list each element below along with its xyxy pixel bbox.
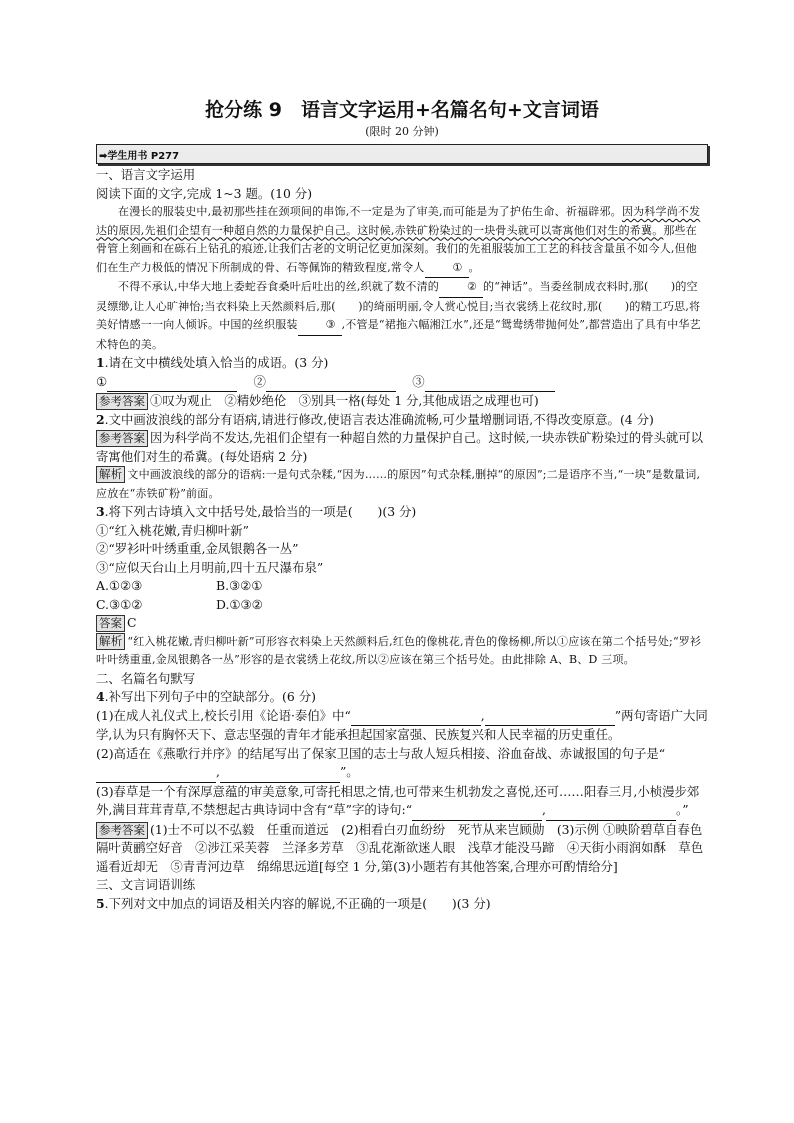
analysis-text: 文中画波浪线的部分的语病:一是句式杂糅,“因为……的原因”句式杂糅,删掉“的原因”;二是语序不当,“一块”是数量词,应放在“赤铁矿粉”前面。: [96, 468, 701, 500]
blank-1: ①: [425, 259, 469, 279]
fill-blank[interactable]: [220, 763, 340, 783]
passage-text: 在漫长的服装史中,最初那些挂在颈项间的串饰,不一定是为了审美,而可能是为了护佑生命、祈福辟邪。: [118, 205, 622, 218]
question-number: 3: [96, 504, 105, 519]
worksheet-page: [96, 96, 715, 913]
analysis-tag: 解析: [96, 633, 125, 650]
passage-intro: 阅读下面的文字,完成 1~3 题。(10 分): [96, 185, 313, 201]
q1-answer: [96, 392, 708, 411]
item-text: (3)春草是一个有深厚意蕴的审美意象,可寄托相思之情,也可带来生机勃发之喜悦,还可……阳春三月,小桢漫步郊外,满目茸茸青草,不禁想起古典诗词中含有“草”字的诗句:“: [96, 783, 700, 817]
page-title: 抢分练 9 语言文字运用+名篇名句+文言词语: [205, 99, 599, 121]
student-book-bar: [96, 144, 708, 164]
blank-2: ②: [439, 278, 483, 298]
analysis-text: “红入桃花嫩,青归柳叶新”可形容衣料染上天然颜料后,红色的像桃花,青色的像杨柳,所以①应该在第二个括号处;“罗衫叶叶绣重重,金凤银鹅各一丛”形容的是衣裳绣上花纹,所以②应该在第三个括号处。由此排除 A、B、D 三项。: [96, 634, 702, 666]
option-c[interactable]: C.③①②: [96, 596, 143, 612]
question-1: [96, 354, 708, 373]
comma: ,: [542, 802, 546, 817]
answer-tag: 答案: [96, 615, 125, 632]
fill-blank[interactable]: [351, 707, 481, 727]
wavy-underlined-sentence: 因为科学尚不发达的原因,先祖们企望有一种超自然的力量保护自己。这时候,赤铁矿粉染过的一块骨头就可以寄寓他们对生的希冀。: [96, 205, 701, 237]
student-book-page: 学生用书 P277: [107, 151, 180, 162]
option-b[interactable]: B.③②①: [216, 578, 263, 593]
analysis-tag: 解析: [96, 466, 125, 483]
poem-line-1: ①“红入桃花嫩,青归柳叶新”: [96, 522, 249, 538]
question-number: 1: [96, 355, 105, 370]
time-limit: (限时 20 分钟): [365, 125, 439, 138]
blank-3: ③: [298, 316, 342, 336]
item-text: (2)高适在《燕歌行并序》的结尾写出了保家卫国的志士与敌人短兵相接、浴血奋战、赤诚报国的句子是“: [96, 745, 666, 761]
q3-answer: [96, 614, 708, 633]
fill-blank[interactable]: [485, 707, 615, 727]
option-d[interactable]: D.①③②: [216, 596, 263, 612]
answer-text: 因为科学尚不发达,先祖们企望有一种超自然的力量保护自己。这时候,一块赤铁矿粉染过的骨头就可以寄寓他们对生的希冀。(每处语病 2 分): [96, 430, 704, 464]
q1-answer-slots: [96, 373, 708, 393]
answer-text: ①叹为观止 ②精妙绝伦 ③别具一格(每处 1 分,其他成语之成理也可): [150, 393, 539, 408]
question-number: 5: [96, 895, 105, 911]
q4-answer: [96, 821, 715, 877]
question-text: .下列对文中加点的词语及相关内容的解说,不正确的一项是( )(3 分): [104, 895, 491, 911]
comma: ,: [480, 707, 485, 723]
answer-line: [107, 373, 237, 393]
question-text: .将下列古诗填入文中括号处,最恰当的一项是( )(3 分): [104, 504, 417, 519]
poem-line-2: ②“罗衫叶叶绣重重,金凤银鹅各一丛”: [96, 541, 299, 556]
answer-line: [425, 373, 555, 393]
slot-label: ②: [253, 373, 266, 389]
item-text: 。”: [676, 802, 689, 817]
option-a[interactable]: A.①②③: [96, 578, 143, 593]
answer-tag: 参考答案: [96, 430, 148, 447]
passage-text: 不得不承认,中华大地上委蛇吞食桑叶后吐出的丝,织就了数不清的: [118, 280, 439, 293]
section-1-heading: 一、语言文字运用: [96, 167, 196, 182]
question-number: 4: [96, 689, 105, 704]
passage-text: ,不管是“裙拖六幅湘江水”,还是“鸳鸯绣带抛何处”,都营造出了具有中华艺术特色的美。: [96, 318, 701, 351]
question-4: [96, 688, 708, 707]
item-text: (1)在成人礼仪式上,校长引用《论语·泰伯》中“: [96, 707, 351, 723]
options-row-1: [96, 577, 708, 596]
question-text: .请在文中横线处填入恰当的成语。(3 分): [104, 355, 329, 370]
answer-line: [266, 373, 396, 393]
section-3-heading: 三、文言词语训练: [96, 877, 196, 892]
item-text: ”两句寄语广大同学,认为只有胸怀天下、意志坚强的青年才能承担起国家富强、民族复兴和人民幸福的历史重任。: [96, 707, 708, 742]
q4-item-1: [96, 707, 708, 745]
question-text: .补写出下列句子中的空缺部分。(6 分): [104, 689, 316, 704]
question-text: .文中画波浪线的部分有语病,请进行修改,使语言表达准确流畅,可少量增删词语,不得改变原意。(4 分): [104, 411, 654, 427]
q2-answer: [96, 429, 708, 466]
passage-text: 那些在骨管上刻画和在砾石上钻孔的痕迹,让我们古老的文明记忆更加深刻。我们的先祖服装加工工艺的科技含量虽不如今人,但他们在生产力极低的情况下所制成的骨、石等佩饰的精致程度,常令人: [96, 223, 697, 274]
fill-blank[interactable]: [546, 801, 676, 821]
options-row-2: [96, 596, 708, 615]
question-5: [96, 895, 708, 914]
item-text: ”。: [339, 764, 359, 779]
answer-tag: 参考答案: [96, 393, 148, 410]
section-2-heading: 二、名篇名句默写: [96, 670, 196, 686]
question-number: 2: [96, 411, 105, 427]
question-2: [96, 411, 708, 430]
q4-item-2: [96, 745, 708, 783]
answer-text: C: [127, 615, 137, 630]
answer-tag: 参考答案: [96, 822, 148, 839]
comma: ,: [216, 764, 220, 779]
fill-blank[interactable]: [96, 763, 216, 783]
passage-paragraph-1: 在漫长的服装史中,最初那些挂在颈项间的串饰,不一定是为了审美,而可能是为了护佑生命、祈福辟邪。因为科学尚不发达的原因,先祖们企望有一种超自然的力量保护自己。这时候,赤铁矿粉染过的一块骨头就可以寄寓他们对生的希冀。那些在骨管上刻画和在砾石上钻孔的痕迹,让我们古老的文明记忆更加深刻。我们的先祖服装加工工艺的科技含量虽不如今人,但他们在生产力极低的情况下所制成的骨、石等佩饰的精致程度,常令人 ① 。: [96, 203, 708, 278]
question-3: [96, 503, 708, 522]
poem-line-3: ③“应似天台山上月明前,四十五尺瀑布泉”: [96, 559, 324, 575]
student-book-label: ➡学生用书 P277: [99, 151, 180, 162]
slot-label: ③: [412, 373, 425, 389]
q4-item-3: [96, 783, 708, 821]
slot-label: ①: [96, 373, 108, 389]
answer-text: (1)士不可以不弘毅 任重而道远 (2)相看白刃血纷纷 死节从来岂顾勋 (3)示例 ①映阶碧草自春色 隔叶黄鹂空好音 ②涉江采芙蓉 兰泽多芳草 ③乱花渐欲迷人眼 浅草才能没马蹄 ④天街小雨润如酥 草色遥看近却无 ⑤青青河边草 绵绵思远道[每空 1 分,第(3)小题若有其他答案,合理亦可酌情给分]: [96, 821, 715, 874]
fill-blank[interactable]: [412, 801, 542, 821]
passage-text: 的“神话”。当委丝制成衣料时,那( )的空灵缥缈,让人心旷神怡;当衣料染上天然颜料后,那( )的绮丽明丽,令人赏心悦目;当衣裳绣上花纹时,那( )的精工巧思,将美好情感一一向人倾诉。中国的丝织服装: [96, 280, 701, 331]
q3-analysis: [96, 633, 708, 670]
q2-analysis: [96, 466, 708, 503]
passage-paragraph-2: [96, 278, 708, 354]
